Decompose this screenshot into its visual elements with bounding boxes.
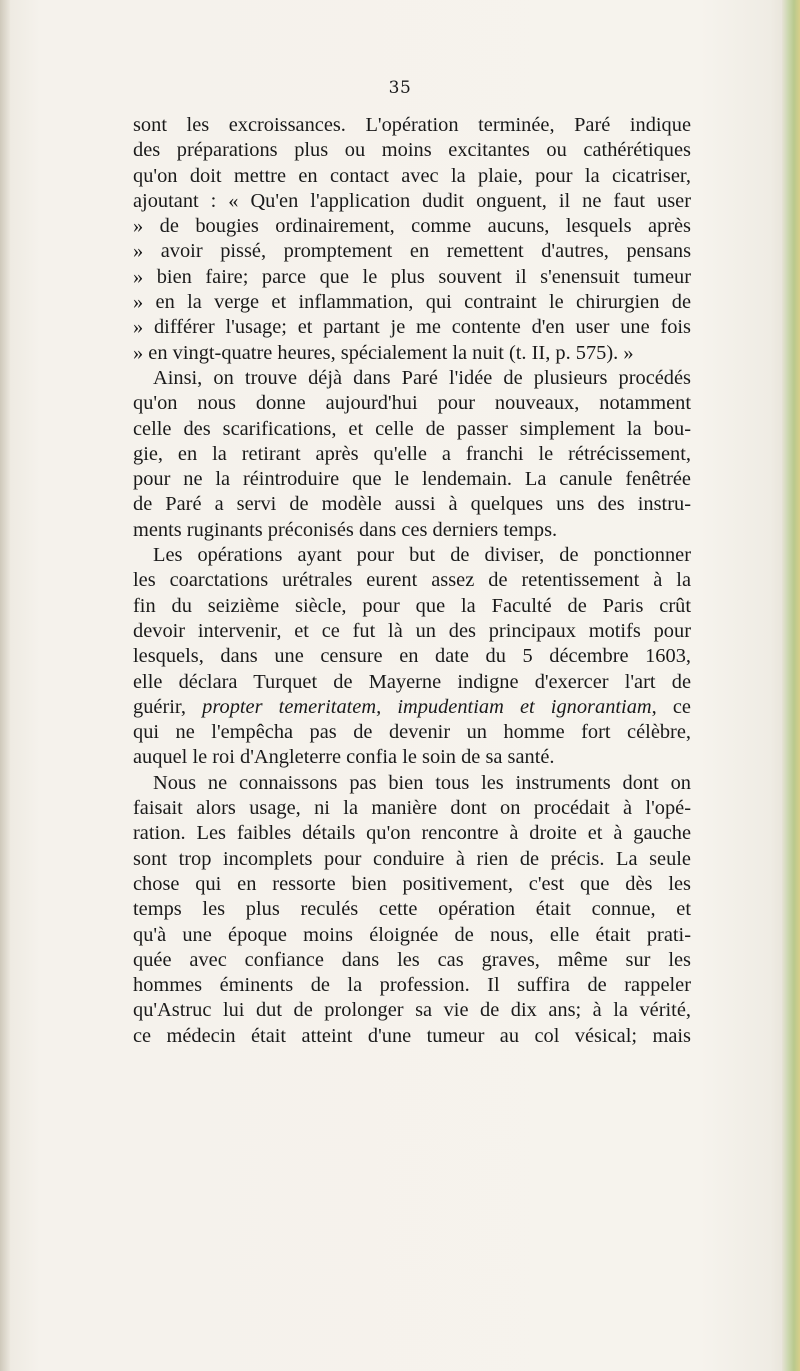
text-run: , ce xyxy=(651,695,691,718)
text-line: ce médecin était atteint d'une tumeur au col vésical; mais xyxy=(133,1024,691,1047)
text-line: qui ne l'empêcha pas de devenir un homme fort célèbre, xyxy=(133,721,691,744)
text-line: Les opérations ayant pour but de diviser, de ponctionner xyxy=(153,544,691,567)
latin-phrase: propter temeritatem, impudentiam et ignorantiam xyxy=(202,695,652,718)
paragraph-2 xyxy=(133,366,691,543)
text-line: qu'on doit mettre en contact avec la plaie, pour la cicatriser, xyxy=(133,164,691,187)
body-text xyxy=(133,113,691,1049)
text-line: chose qui en ressorte bien positivement, c'est que dès les xyxy=(133,872,691,895)
text-line: temps les plus reculés cette opération était connue, et xyxy=(133,898,691,921)
text-line: » différer l'usage; et partant je me contente d'en user une fois xyxy=(133,316,691,339)
text-line: qu'Astruc lui dut de prolonger sa vie de dix ans; à la vérité, xyxy=(133,999,691,1022)
text-line: les coarctations urétrales eurent assez de retentissement à la xyxy=(133,569,691,592)
text-line: » bien faire; parce que le plus souvent il s'enensuit tumeur xyxy=(133,265,691,288)
paragraph-1 xyxy=(133,113,691,366)
text-line: elle déclara Turquet de Mayerne indigne d'exercer l'art de xyxy=(133,670,691,693)
text-line: auquel le roi d'Angleterre confia le soin de sa santé. xyxy=(133,746,555,769)
text-line: celle des scarifications, et celle de passer simplement la bou- xyxy=(133,417,691,440)
page-number: 35 xyxy=(388,78,412,98)
text-line: qu'on nous donne aujourd'hui pour nouveaux, notamment xyxy=(133,392,691,415)
text-line: devoir intervenir, et ce fut là un des principaux motifs pour xyxy=(133,619,691,642)
text-run: guérir, xyxy=(133,695,203,718)
page-gutter-left xyxy=(0,0,10,1371)
text-line: hommes éminents de la profession. Il suffira de rappeler xyxy=(133,974,691,997)
text-line: » en la verge et inflammation, qui contraint le chirurgien de xyxy=(133,291,691,314)
text-line: faisait alors usage, ni la manière dont on procédait à l'opé- xyxy=(133,797,691,820)
text-line: pour ne la réintroduire que le lendemain. La canule fenêtrée xyxy=(133,468,691,491)
paragraph-3 xyxy=(133,543,691,771)
text-line: ments ruginants préconisés dans ces derniers temps. xyxy=(133,518,558,541)
text-line: sont trop incomplets pour conduire à rien de précis. La seule xyxy=(133,847,691,870)
page-edge-right xyxy=(782,0,800,1371)
text-line: fin du seizième siècle, pour que la Faculté de Paris crût xyxy=(133,594,691,617)
text-line: ration. Les faibles détails qu'on rencontre à droite et à gauche xyxy=(133,822,691,845)
text-line: ajoutant : « Qu'en l'application dudit onguent, il ne faut user xyxy=(133,189,691,212)
text-line: Nous ne connaissons pas bien tous les instruments dont on xyxy=(153,771,691,794)
text-line-with-latin xyxy=(133,695,691,720)
paragraph-4 xyxy=(133,771,691,1049)
text-line: des préparations plus ou moins excitantes ou cathérétiques xyxy=(133,139,691,162)
text-line: lesquels, dans une censure en date du 5 décembre 1603, xyxy=(133,645,691,668)
text-line: de Paré a servi de modèle aussi à quelques uns des instru- xyxy=(133,493,691,516)
text-line: » de bougies ordinairement, comme aucuns, lesquels après xyxy=(133,215,691,238)
text-line: gie, en la retirant après qu'elle a franchi le rétrécissement, xyxy=(133,442,691,465)
text-line: » en vingt-quatre heures, spécialement la nuit (t. II, p. 575). » xyxy=(133,341,634,364)
text-line: sont les excroissances. L'opération terminée, Paré indique xyxy=(133,114,691,136)
text-line: » avoir pissé, promptement en remettent d'autres, pensans xyxy=(133,240,691,263)
text-line: quée avec confiance dans les cas graves, même sur les xyxy=(133,948,691,971)
text-line: qu'à une époque moins éloignée de nous, elle était prati- xyxy=(133,923,691,946)
text-line: Ainsi, on trouve déjà dans Paré l'idée de plusieurs procédés xyxy=(153,366,691,389)
